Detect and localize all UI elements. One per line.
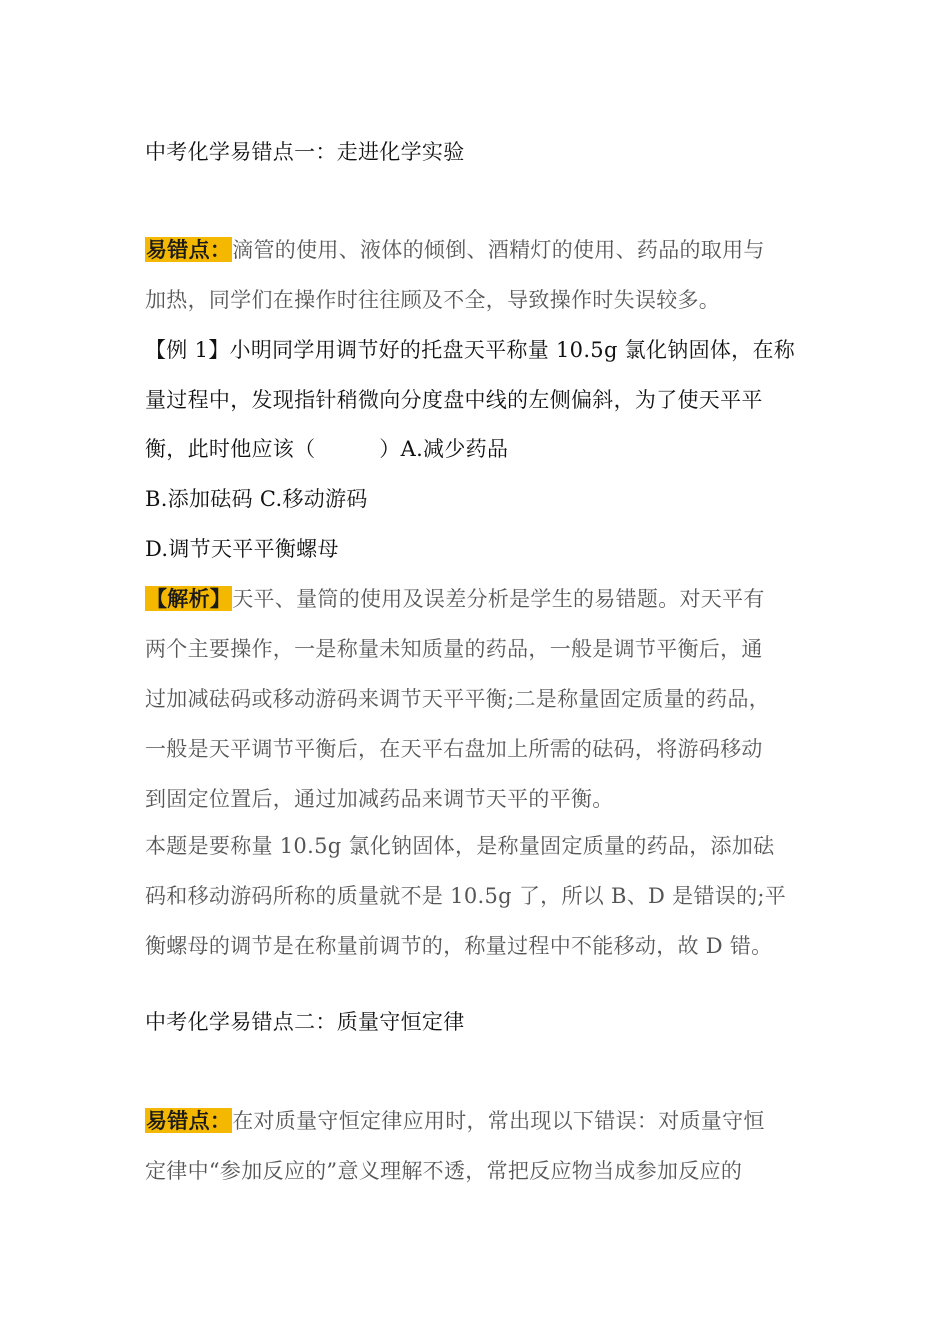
analysis-line: 衡螺母的调节是在称量前调节的，称量过程中不能移动，故 D 错。	[145, 934, 773, 958]
analysis-line: 一般是天平调节平衡后，在天平右盘加上所需的砝码，将游码移动	[145, 737, 763, 761]
tip-text: 在对质量守恒定律应用时，常出现以下错误：对质量守恒	[232, 1109, 765, 1133]
section1-tip-line2: 加热，同学们在操作时往往顾及不全，导致操作时失误较多。	[145, 288, 721, 312]
tip-text: 滴管的使用、液体的倾倒、酒精灯的使用、药品的取用与	[232, 238, 765, 262]
analysis-line: 到固定位置后，通过加减药品来调节天平的平衡。	[145, 787, 614, 811]
analysis-line: 码和移动游码所称的质量就不是 10.5g 了，所以 B、D 是错误的;平	[145, 884, 787, 908]
analysis-line: 本题是要称量 10.5g 氯化钠固体，是称量固定质量的药品，添加砝	[145, 834, 775, 858]
tip-label-highlight: 易错点：	[146, 1108, 232, 1133]
section2-tip-line1	[145, 1107, 765, 1135]
section1-tip-line1	[145, 236, 765, 264]
section2-heading: 中考化学易错点二：质量守恒定律	[145, 1010, 465, 1034]
example-options-bc: B.添加砝码 C.移动游码	[145, 487, 368, 511]
analysis-text: 天平、量筒的使用及误差分析是学生的易错题。对天平有	[232, 587, 765, 611]
section2-tip-line2: 定律中“参加反应的”意义理解不透，常把反应物当成参加反应的	[145, 1159, 743, 1183]
analysis-line1	[145, 585, 765, 613]
example-option-d: D.调节天平平衡螺母	[145, 537, 339, 561]
example-line1: 【例 1】小明同学用调节好的托盘天平称量 10.5g 氯化钠固体，在称	[145, 338, 796, 362]
section1-heading: 中考化学易错点一：走进化学实验	[145, 140, 465, 164]
example-line2: 量过程中，发现指针稍微向分度盘中线的左侧偏斜，为了使天平平	[145, 388, 763, 412]
example-line3: 衡，此时他应该（ ）A.减少药品	[145, 437, 509, 461]
analysis-label-highlight: 【解析】	[146, 586, 232, 611]
analysis-line: 过加减砝码或移动游码来调节天平平衡;二是称量固定质量的药品，	[145, 687, 771, 711]
tip-label-highlight: 易错点：	[146, 237, 232, 262]
analysis-line: 两个主要操作，一是称量未知质量的药品，一般是调节平衡后，通	[145, 637, 763, 661]
